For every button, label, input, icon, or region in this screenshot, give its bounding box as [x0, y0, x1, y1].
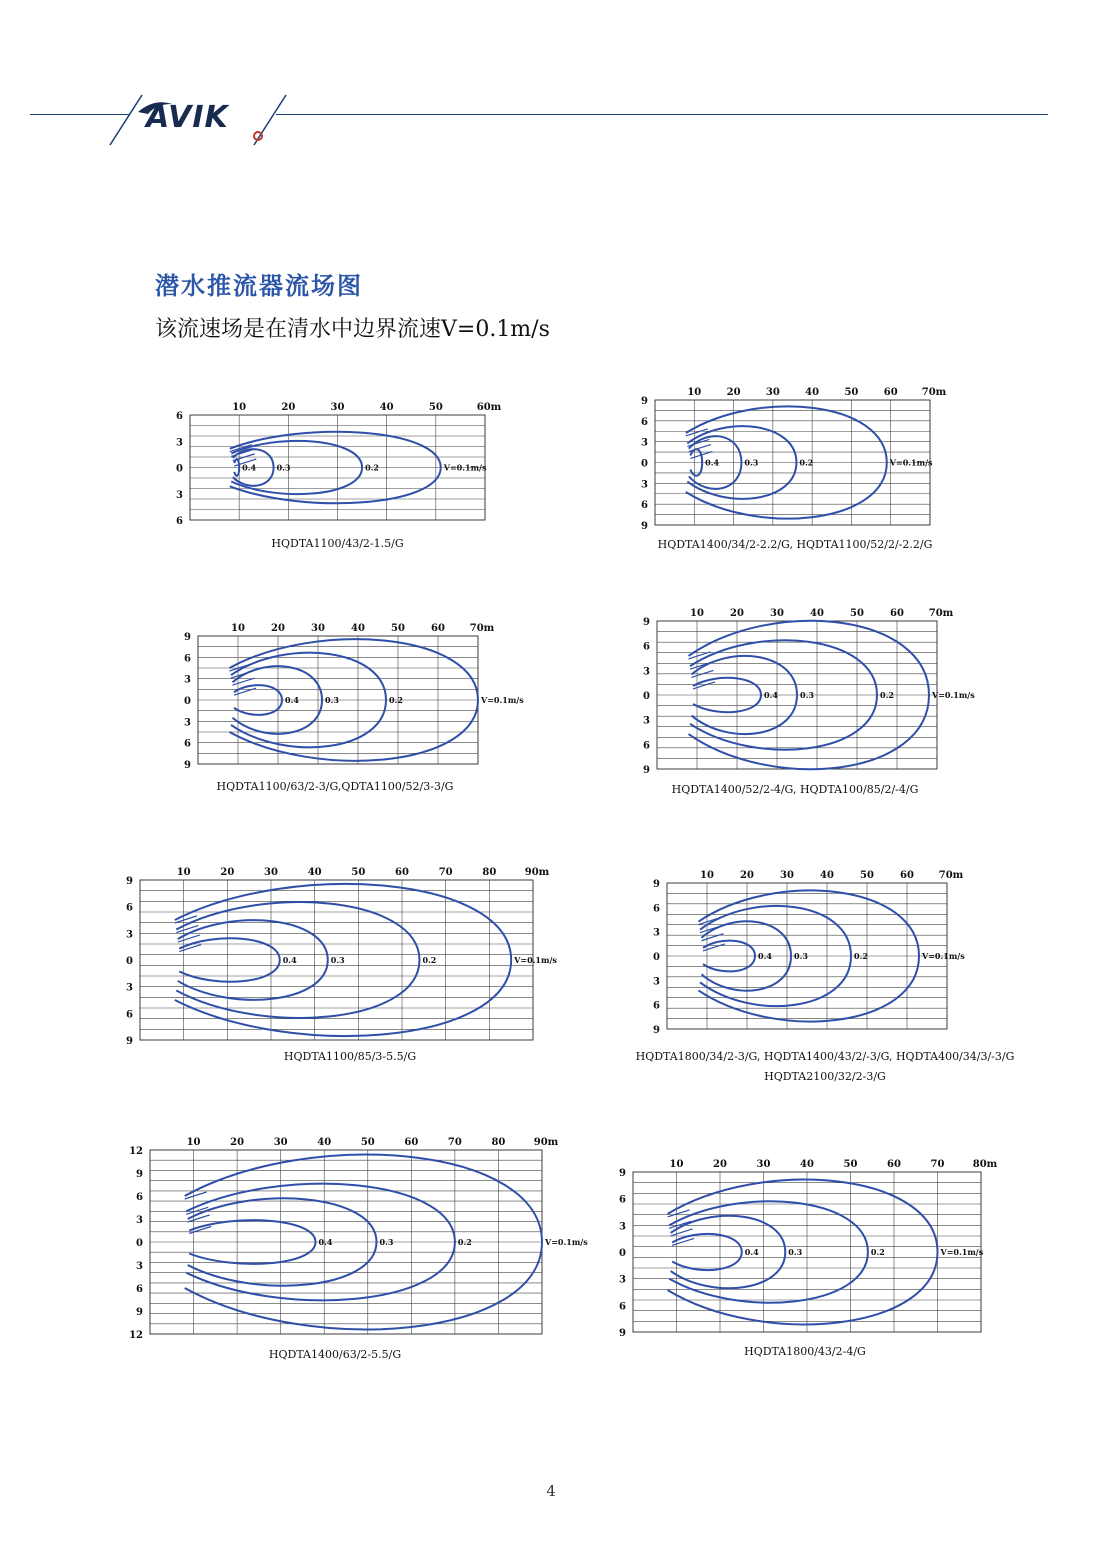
x-tick-label: 50 — [360, 1137, 375, 1148]
x-tick-label: 50 — [850, 608, 864, 619]
velocity-label: 0.4 — [744, 1247, 759, 1257]
flow-chart-2 — [635, 382, 950, 533]
y-tick-label: 6 — [619, 1194, 626, 1206]
velocity-label: 0.3 — [794, 951, 808, 961]
x-tick-label: 20 — [726, 387, 741, 398]
velocity-label: 0.4 — [242, 462, 257, 473]
x-tick-label: 30 — [765, 387, 780, 398]
y-tick-label: 9 — [619, 1328, 626, 1339]
x-tick-label: 60 — [890, 608, 904, 619]
velocity-label: 0.2 — [389, 695, 403, 705]
y-tick-label: 6 — [176, 411, 183, 422]
x-axis-unit-label: 70m — [921, 387, 947, 398]
chart-svg — [129, 1132, 588, 1342]
y-tick-label: 3 — [126, 929, 133, 941]
x-tick-label: 10 — [690, 608, 704, 619]
velocity-label: V=0.1m/s — [514, 955, 557, 965]
x-tick-label: 60 — [887, 1159, 901, 1170]
y-tick-label: 3 — [176, 437, 183, 449]
y-tick-label: 0 — [653, 952, 660, 963]
y-tick-label: 9 — [643, 765, 650, 776]
y-tick-label: 0 — [126, 956, 133, 967]
x-tick-label: 20 — [230, 1137, 245, 1148]
velocity-label: 0.4 — [285, 695, 299, 705]
x-axis-unit-label: 80m — [972, 1159, 998, 1170]
y-tick-label: 9 — [136, 1169, 143, 1180]
flow-chart-1 — [170, 397, 505, 528]
y-tick-label: 3 — [653, 976, 660, 988]
y-tick-label: 3 — [641, 437, 648, 449]
x-tick-label: 30 — [330, 402, 345, 413]
y-tick-label: 9 — [184, 632, 191, 643]
velocity-label: V=0.1m/s — [443, 462, 487, 473]
chart-svg — [637, 603, 975, 777]
x-tick-label: 30 — [770, 608, 784, 619]
x-axis-unit-label: 90m — [533, 1137, 559, 1148]
velocity-label: 0.4 — [282, 955, 297, 965]
contour-edge — [188, 1215, 210, 1222]
chart-caption-7: HQDTA1400/63/2-5.5/G — [268, 1348, 402, 1361]
y-tick-label: 9 — [641, 521, 648, 532]
contour-edge — [693, 682, 715, 689]
x-tick-label: 10 — [669, 1159, 684, 1170]
x-tick-label: 20 — [730, 608, 744, 619]
x-tick-label: 10 — [231, 623, 245, 634]
x-axis-unit-label: 70m — [938, 870, 964, 881]
x-tick-label: 40 — [810, 608, 824, 619]
velocity-label: 0.2 — [457, 1237, 472, 1247]
x-tick-label: 50 — [843, 1159, 858, 1170]
x-tick-label: 20 — [271, 623, 285, 634]
chart-svg — [170, 397, 505, 528]
velocity-label: 0.2 — [365, 462, 380, 473]
y-tick-label: 3 — [184, 674, 191, 686]
chart-caption-1: HQDTA1100/43/2-1.5/G — [271, 537, 404, 550]
y-tick-label: 0 — [619, 1248, 626, 1259]
y-tick-label: 9 — [126, 876, 133, 887]
page-number: 4 — [546, 1482, 556, 1500]
y-tick-label: 3 — [653, 927, 660, 939]
x-axis-unit-label: 60m — [476, 402, 502, 413]
x-tick-label: 40 — [379, 402, 394, 413]
chart-svg — [635, 382, 950, 533]
velocity-label: 0.4 — [318, 1237, 333, 1247]
x-tick-label: 70 — [930, 1159, 945, 1170]
chart-caption-6b: HQDTA2100/32/2-3/G — [764, 1070, 886, 1083]
x-tick-label: 60 — [404, 1137, 419, 1148]
flow-chart-8 — [613, 1154, 1001, 1340]
x-tick-label: 40 — [805, 387, 820, 398]
page-title: 潜水推流器流场图 — [155, 272, 363, 300]
y-tick-label: 6 — [619, 1301, 626, 1313]
x-tick-label: 80 — [482, 867, 497, 878]
y-tick-label: 9 — [643, 617, 650, 628]
flow-chart-4 — [637, 603, 975, 777]
flow-chart-3 — [178, 618, 524, 772]
x-tick-label: 20 — [713, 1159, 727, 1170]
y-tick-label: 3 — [619, 1274, 626, 1286]
velocity-label: 0.2 — [870, 1247, 885, 1257]
x-tick-label: 40 — [351, 623, 365, 634]
y-tick-label: 9 — [619, 1168, 626, 1179]
velocity-contour — [178, 920, 328, 1000]
x-tick-label: 10 — [186, 1137, 201, 1148]
velocity-label: V=0.1m/s — [481, 695, 524, 705]
y-tick-label: 6 — [641, 500, 648, 512]
x-tick-label: 10 — [687, 387, 702, 398]
y-tick-label: 3 — [619, 1221, 626, 1233]
x-tick-label: 60 — [883, 387, 898, 398]
contour-edge — [672, 1238, 694, 1245]
y-tick-label: 9 — [653, 1025, 660, 1036]
contour-edge — [185, 1192, 207, 1199]
velocity-label: 0.4 — [764, 690, 778, 700]
chart-caption-5: HQDTA1100/85/3-5.5/G — [283, 1050, 417, 1063]
y-tick-label: 6 — [126, 1009, 133, 1021]
y-tick-label: 6 — [641, 416, 648, 428]
velocity-contour — [176, 902, 419, 1018]
x-tick-label: 80 — [491, 1137, 506, 1148]
x-tick-label: 30 — [756, 1159, 771, 1170]
x-tick-label: 40 — [307, 867, 322, 878]
y-tick-label: 6 — [176, 516, 183, 527]
velocity-label: 0.2 — [799, 457, 814, 468]
velocity-contour — [671, 1216, 786, 1288]
chart-caption-8: HQDTA1800/43/2-4/G — [744, 1345, 866, 1358]
x-tick-label: 50 — [428, 402, 443, 413]
x-tick-label: 20 — [281, 402, 296, 413]
y-tick-label: 9 — [126, 1036, 133, 1047]
chart-svg — [613, 1154, 1001, 1340]
x-tick-label: 30 — [780, 870, 794, 881]
y-tick-label: 3 — [643, 715, 650, 727]
y-tick-label: 12 — [129, 1146, 143, 1157]
y-tick-label: 6 — [184, 738, 191, 750]
x-tick-label: 10 — [700, 870, 714, 881]
x-axis-unit-label: 70m — [469, 623, 495, 634]
chart-caption-2: HQDTA1400/34/2-2.2/G, HQDTA1100/52/2/-2.2/G — [657, 538, 933, 551]
y-tick-label: 3 — [641, 479, 648, 491]
y-tick-label: 6 — [653, 903, 660, 915]
x-tick-label: 50 — [860, 870, 874, 881]
y-tick-label: 0 — [643, 691, 650, 702]
x-tick-label: 30 — [273, 1137, 288, 1148]
y-tick-label: 9 — [641, 396, 648, 407]
chart-caption-4: HQDTA1400/52/2-4/G, HQDTA100/85/2/-4/G — [671, 783, 919, 796]
velocity-label: 0.4 — [758, 951, 772, 961]
velocity-label: 0.2 — [422, 955, 437, 965]
y-tick-label: 3 — [136, 1215, 143, 1226]
chart-caption-6: HQDTA1800/34/2-3/G, HQDTA1400/43/2/-3/G, HQDTA400/34/3/-3/G — [635, 1050, 1015, 1063]
x-axis-unit-label: 70m — [928, 608, 954, 619]
y-tick-label: 9 — [653, 879, 660, 890]
x-tick-label: 40 — [317, 1137, 332, 1148]
y-tick-label: 6 — [136, 1192, 143, 1203]
velocity-label: 0.3 — [330, 955, 345, 965]
x-axis-unit-label: 90m — [524, 867, 550, 878]
velocity-label: 0.2 — [880, 690, 894, 700]
velocity-label: 0.3 — [325, 695, 339, 705]
y-tick-label: 0 — [176, 463, 183, 475]
x-tick-label: 50 — [844, 387, 859, 398]
velocity-label: 0.4 — [705, 457, 720, 468]
y-tick-label: 9 — [184, 760, 191, 771]
y-tick-label: 6 — [653, 1000, 660, 1012]
header-line-right — [276, 114, 1048, 115]
x-tick-label: 70 — [438, 867, 453, 878]
x-tick-label: 40 — [820, 870, 834, 881]
velocity-label: 0.3 — [276, 462, 291, 473]
y-tick-label: 0 — [641, 458, 648, 470]
velocity-label: 0.3 — [800, 690, 814, 700]
flow-chart-5 — [120, 862, 557, 1048]
x-tick-label: 70 — [447, 1137, 462, 1148]
x-tick-label: 50 — [391, 623, 405, 634]
velocity-contour — [669, 1201, 868, 1302]
x-tick-label: 30 — [264, 867, 278, 878]
y-tick-label: 3 — [643, 666, 650, 678]
logo-text: AVIK — [146, 100, 229, 135]
velocity-contour — [179, 938, 279, 981]
velocity-label: V=0.1m/s — [932, 690, 975, 700]
y-tick-label: 0 — [136, 1238, 143, 1249]
y-tick-label: 0 — [184, 696, 191, 707]
y-tick-label: 6 — [643, 740, 650, 752]
y-tick-label: 3 — [176, 489, 183, 501]
x-tick-label: 40 — [800, 1159, 814, 1170]
x-tick-label: 60 — [395, 867, 409, 878]
x-tick-label: 60 — [900, 870, 914, 881]
velocity-label: 0.3 — [379, 1237, 394, 1247]
chart-svg — [120, 862, 557, 1048]
y-tick-label: 6 — [184, 653, 191, 665]
x-tick-label: 10 — [232, 402, 247, 413]
chart-svg — [647, 865, 967, 1037]
x-tick-label: 20 — [220, 867, 235, 878]
velocity-label: V=0.1m/s — [545, 1237, 588, 1247]
x-tick-label: 30 — [311, 623, 325, 634]
velocity-contour — [668, 1180, 938, 1325]
x-tick-label: 60 — [431, 623, 445, 634]
y-tick-label: 3 — [136, 1261, 143, 1272]
y-tick-label: 9 — [136, 1307, 143, 1318]
velocity-label: 0.2 — [854, 951, 868, 961]
y-tick-label: 3 — [184, 717, 191, 729]
velocity-label: V=0.1m/s — [922, 951, 965, 961]
velocity-label: 0.3 — [788, 1247, 803, 1257]
flow-chart-6 — [647, 865, 967, 1037]
velocity-contour — [672, 1234, 742, 1270]
y-tick-label: 12 — [129, 1330, 143, 1341]
chart-svg — [178, 618, 524, 772]
y-tick-label: 6 — [136, 1284, 143, 1295]
velocity-label: V=0.1m/s — [940, 1247, 984, 1257]
x-tick-label: 50 — [351, 867, 366, 878]
brand-logo — [108, 90, 288, 150]
page-subtitle: 该流速场是在清水中边界流速V=0.1m/s — [155, 317, 550, 342]
flow-chart-7 — [129, 1132, 588, 1342]
velocity-label: 0.3 — [744, 457, 759, 468]
y-tick-label: 3 — [126, 982, 133, 994]
velocity-label: V=0.1m/s — [889, 457, 933, 468]
x-tick-label: 20 — [740, 870, 754, 881]
y-tick-label: 6 — [126, 902, 133, 914]
x-tick-label: 10 — [176, 867, 191, 878]
y-tick-label: 6 — [643, 641, 650, 653]
chart-caption-3: HQDTA1100/63/2-3/G,QDTA1100/52/3-3/G — [216, 780, 454, 793]
